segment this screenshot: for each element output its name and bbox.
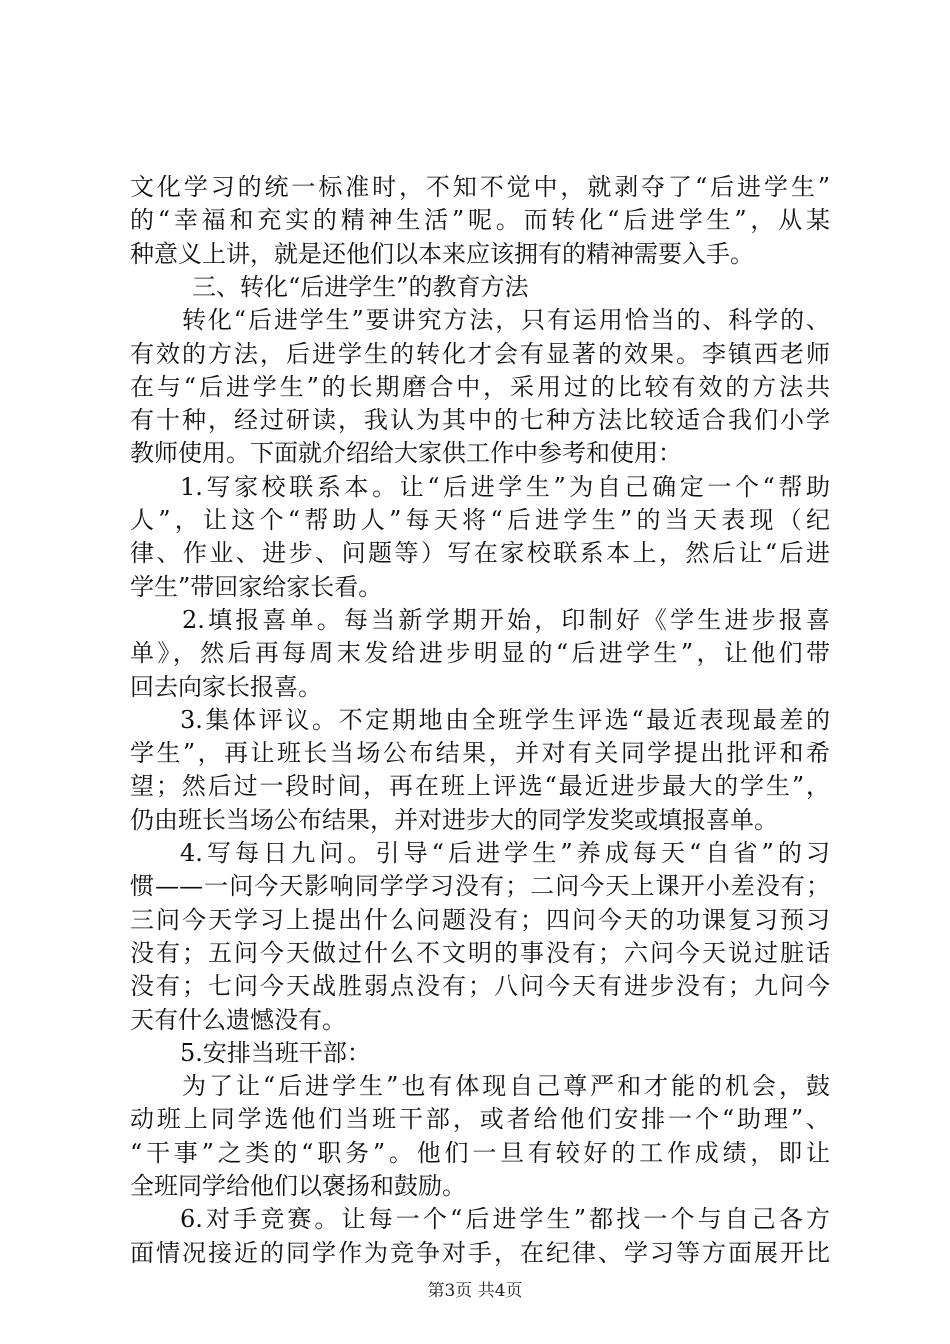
text-line: 回去向家长报喜。: [130, 672, 322, 701]
text-line: 没有；七问今天战胜弱点没有；八问今天有进步没有；九问今: [130, 972, 830, 1001]
text-line: 5.安排当班干部：: [180, 1038, 371, 1067]
text-line: “干事”之类的“职务”。他们一旦有较好的工作成绩，即让: [130, 1138, 830, 1167]
text-line: 动班上同学选他们当班干部，或者给他们安排一个“助理”、: [130, 1105, 830, 1134]
text-line: 4.写每日九问。引导“后进学生”养成每天“自省”的习: [180, 839, 830, 867]
text-line: 为了让“后进学生”也有体现自己尊严和才能的机会，鼓: [182, 1072, 830, 1101]
text-line: 望；然后过一段时间，再在班上评选“最近进步最大的学生”，: [130, 772, 830, 801]
text-line: 3.集体评议。不定期地由全班学生评选“最近表现最差的: [180, 705, 830, 734]
text-line: 律、作业、进步、问题等）写在家校联系本上，然后让“后进: [130, 539, 830, 568]
text-line: 三、转化“后进学生”的教育方法: [192, 272, 529, 301]
text-line: 1.写家校联系本。让“后进学生”为自己确定一个“帮助: [180, 472, 830, 501]
text-line: 全班同学给他们以褒扬和鼓励。: [130, 1172, 466, 1200]
text-line: 单》，然后再每周末发给进步明显的“后进学生”，让他们带: [130, 639, 830, 668]
text-line: 有效的方法，后进学生的转化才会有显著的效果。李镇西老师: [130, 339, 830, 368]
text-line: 学生”，再让班长当场公布结果，并对有关同学提出批评和希: [130, 739, 830, 768]
text-line: 惯——一问今天影响同学学习没有；二问今天上课开小差没有；: [130, 872, 830, 901]
text-line: 面情况接近的同学作为竞争对手，在纪律、学习等方面展开比: [130, 1238, 830, 1267]
text-line: 有十种，经过研读，我认为其中的七种方法比较适合我们小学: [130, 406, 830, 435]
text-line: 人”，让这个“帮助人”每天将“后进学生”的当天表现（纪: [130, 506, 830, 534]
page-footer: 第3页 共4页: [427, 1281, 523, 1301]
text-line: 种意义上讲，就是还他们以本来应该拥有的精神需要入手。: [130, 239, 754, 268]
text-line: 仍由班长当场公布结果，并对进步大的同学发奖或填报喜单。: [130, 805, 778, 834]
text-line: 三问今天学习上提出什么问题没有；四问今天的功课复习预习: [130, 905, 830, 934]
text-line: 学生”带回家给家长看。: [130, 572, 383, 601]
text-line: 在与“后进学生”的长期磨合中，采用过的比较有效的方法共: [130, 372, 830, 401]
text-line: 转化“后进学生”要讲究方法，只有运用恰当的、科学的、: [182, 306, 830, 335]
text-line: 6.对手竞赛。让每一个“后进学生”都找一个与自己各方: [180, 1205, 830, 1234]
text-line: 的“幸福和充实的精神生活”呢。而转化“后进学生”，从某: [130, 206, 830, 235]
text-line: 没有；五问今天做过什么不文明的事没有；六问今天说过脏话: [130, 938, 830, 967]
text-line: 教师使用。下面就介绍给大家供工作中参考和使用：: [130, 439, 682, 468]
text-line: 文化学习的统一标准时，不知不觉中，就剥夺了“后进学生”: [130, 173, 830, 201]
text-line: 2.填报喜单。每当新学期开始，印制好《学生进步报喜: [182, 605, 830, 634]
text-line: 天有什么遗憾没有。: [130, 1005, 346, 1034]
